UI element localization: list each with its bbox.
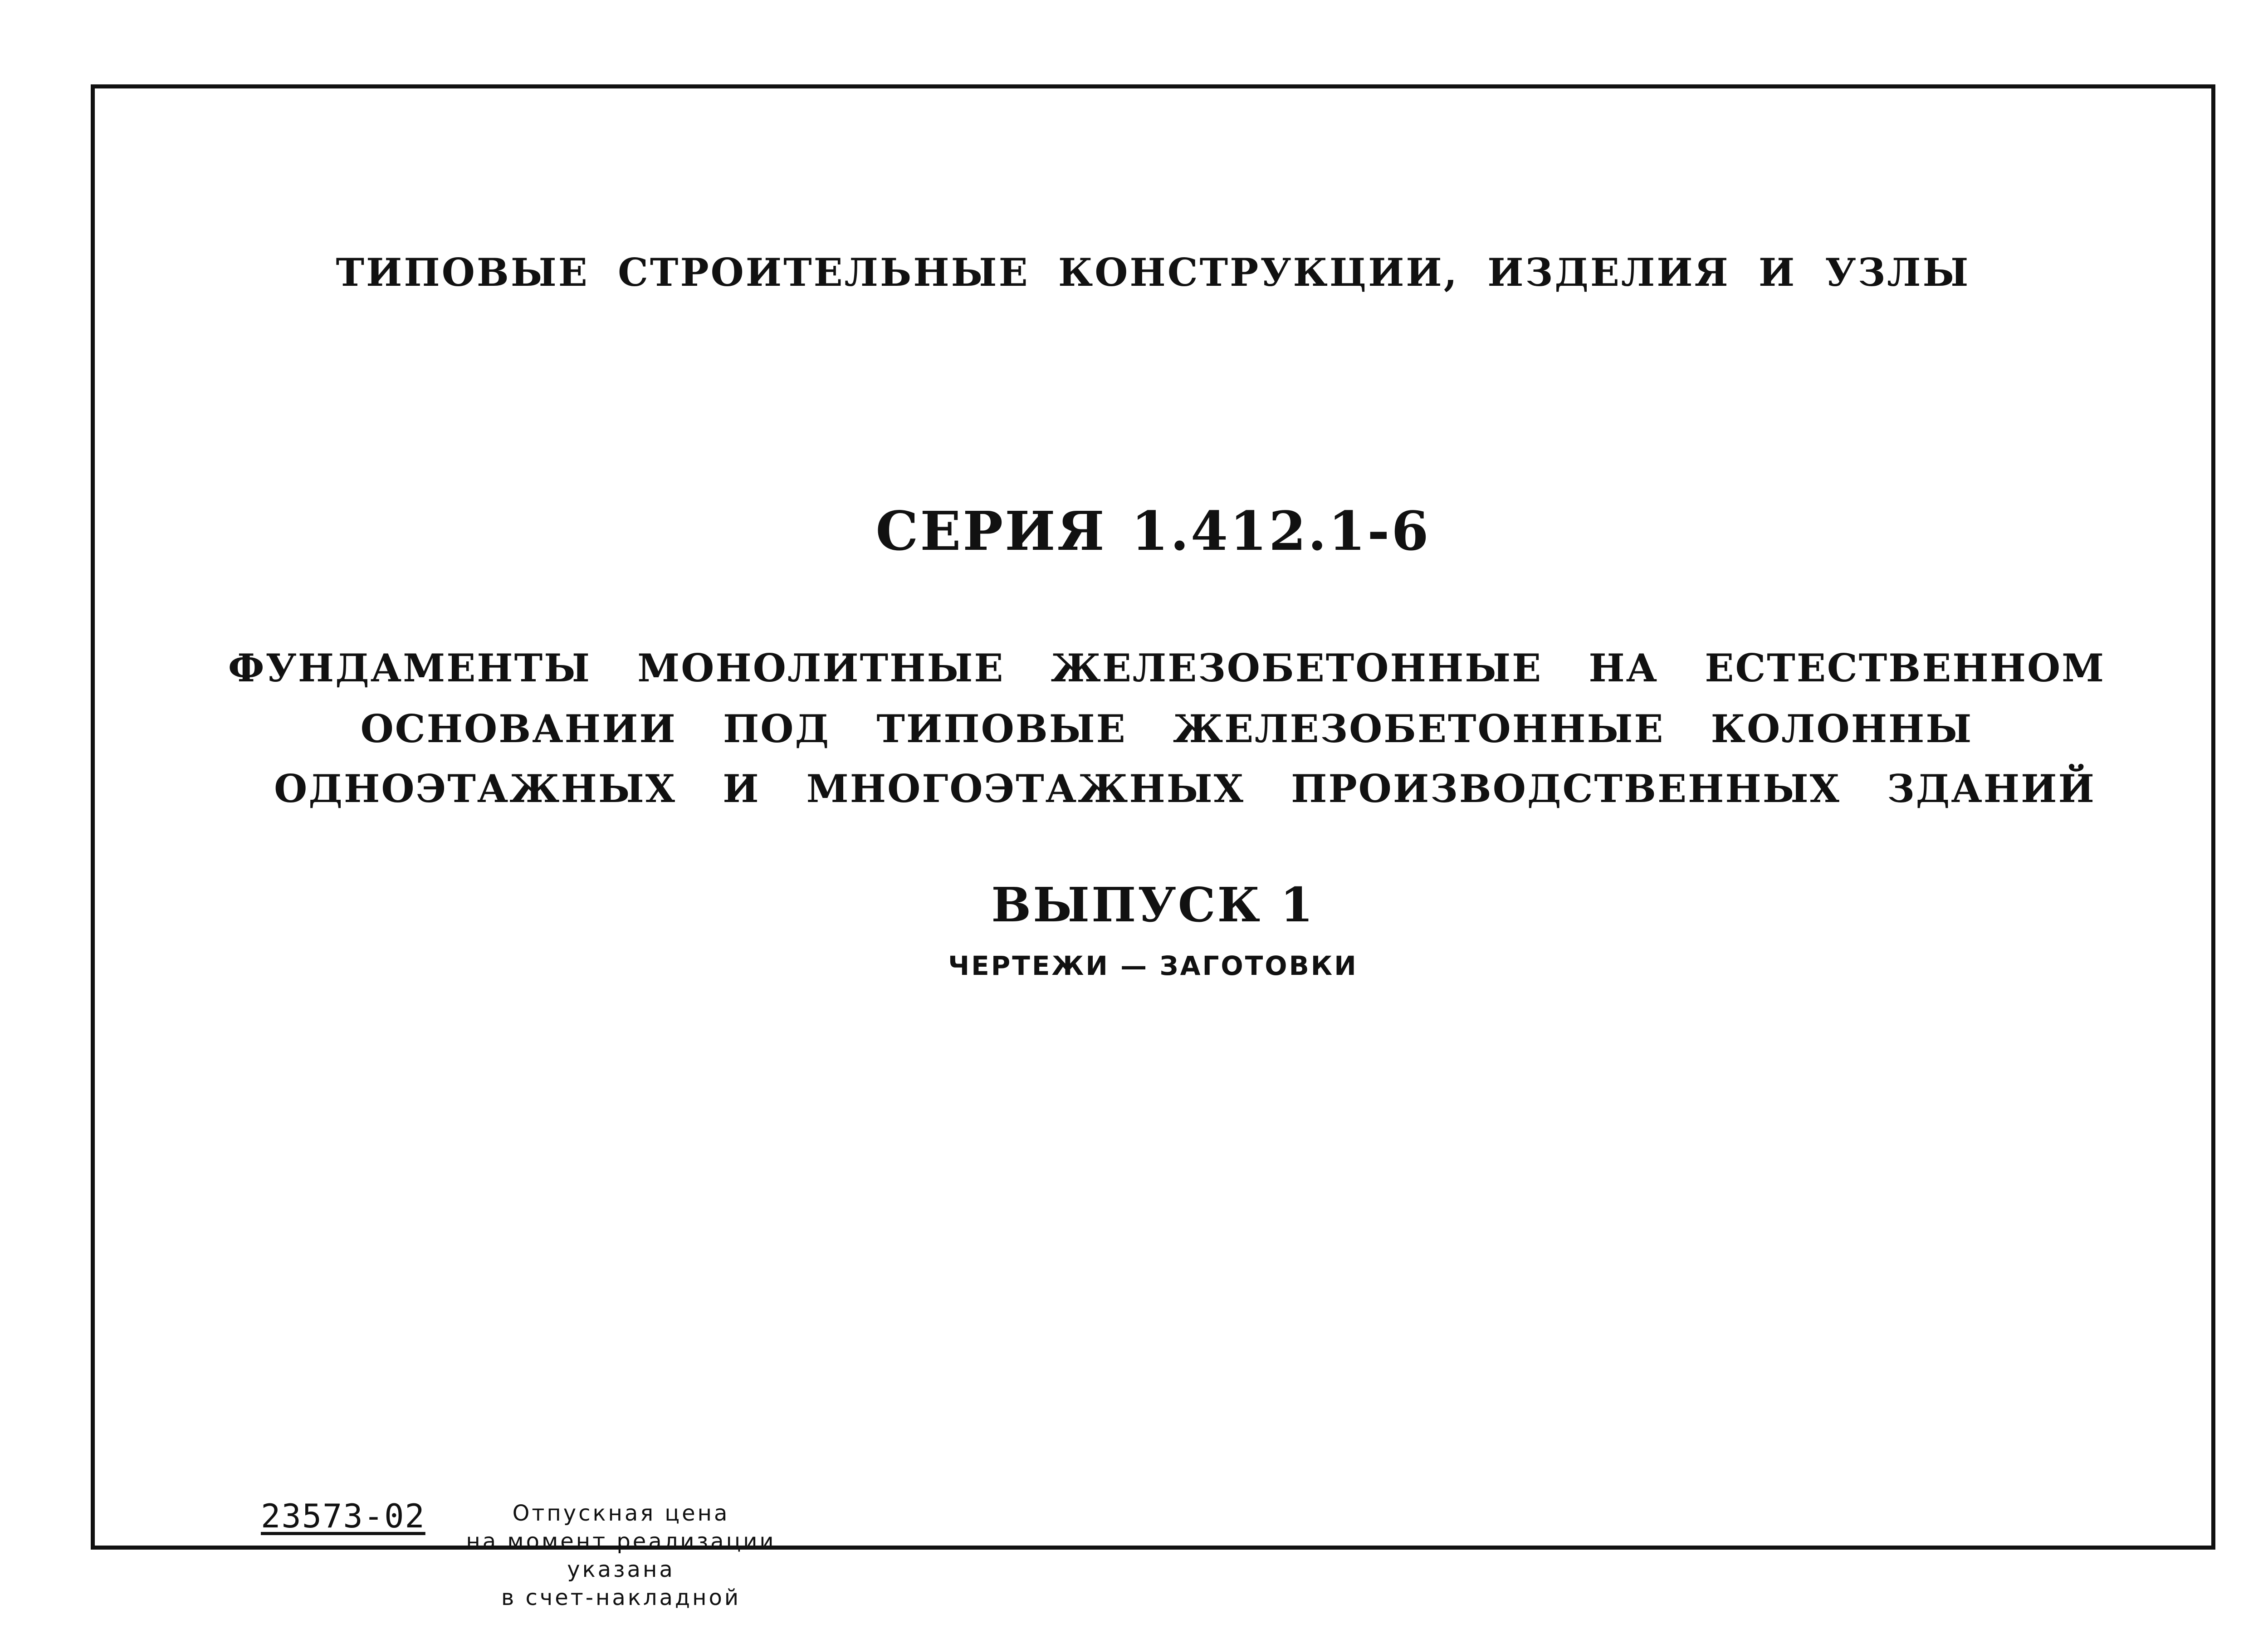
price-note-line-1: Отпускная цена xyxy=(512,1501,730,1526)
description-line-1: ФУНДАМЕНТЫ МОНОЛИТНЫЕ ЖЕЛЕЗОБЕТОННЫЕ НА ЕСТЕСТВЕННОМ xyxy=(228,646,2106,690)
order-number: 23573-02 xyxy=(261,1497,425,1535)
issue-subtitle: ЧЕРТЕЖИ — ЗАГОТОВКИ xyxy=(948,950,1358,981)
series-title: СЕРИЯ 1.412.1-6 xyxy=(875,499,1431,563)
price-note xyxy=(449,1499,793,1612)
description-line-3: ОДНОЭТАЖНЫХ И МНОГОЭТАЖНЫХ ПРОИЗВОДСТВЕННЫХ ЗДАНИЙ xyxy=(274,766,2096,811)
issue-title: ВЫПУСК 1 xyxy=(991,877,1315,933)
description-line-2: ОСНОВАНИИ ПОД ТИПОВЫЕ ЖЕЛЕЗОБЕТОННЫЕ КОЛОННЫ xyxy=(360,706,1973,751)
document-header: ТИПОВЫЕ СТРОИТЕЛЬНЫЕ КОНСТРУКЦИИ, ИЗДЕЛИЯ И УЗЛЫ xyxy=(336,250,1970,295)
price-note-line-3: указана xyxy=(567,1557,675,1582)
document-frame xyxy=(91,84,2215,1610)
price-note-line-2: на момент реализации xyxy=(466,1529,776,1554)
price-note-line-4: в счет-накладной xyxy=(501,1585,741,1610)
